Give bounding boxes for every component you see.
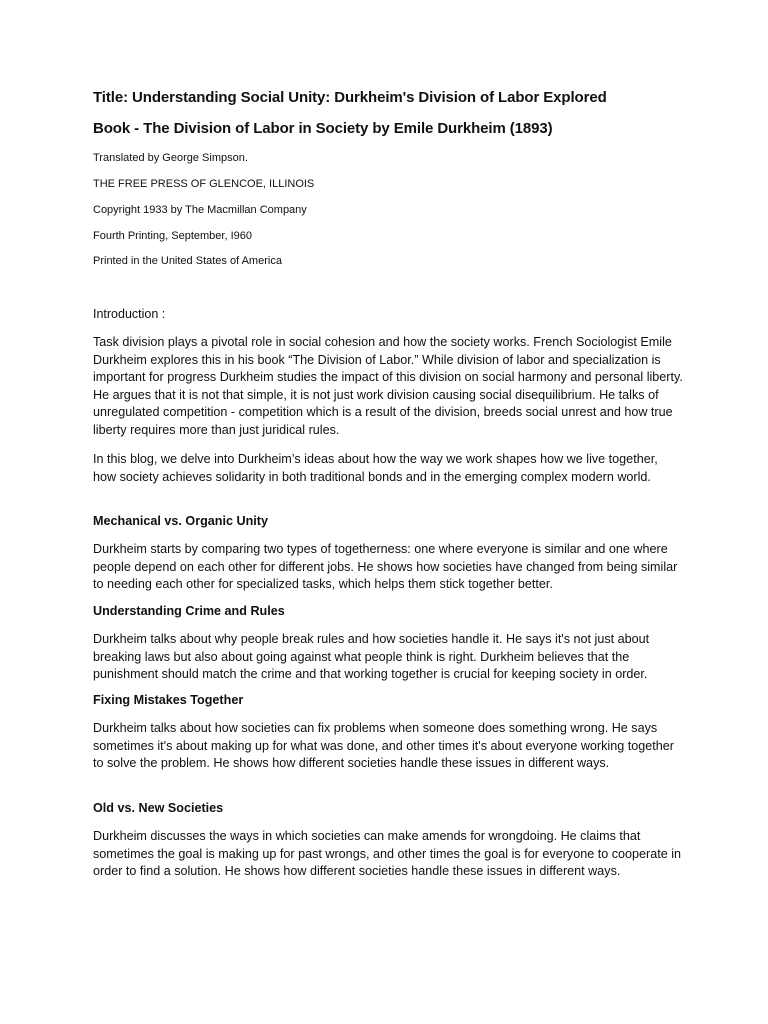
translator-line: Translated by George Simpson.: [93, 152, 248, 164]
printed-in-line: Printed in the United States of America: [93, 255, 282, 267]
section-heading: Fixing Mistakes Together: [93, 693, 244, 707]
section-crime-rules: [93, 603, 683, 621]
section-crime-rules-body: [93, 631, 683, 684]
section-text: Durkheim talks about why people break rules and how societies handle it. He says it's not just about breaking laws but also about going against what people think is right. Durkheim believes that the punishment should match the crime and that working together is crucial for keeping society in order.: [93, 632, 650, 682]
section-old-new: [93, 800, 683, 818]
intro-paragraph-text: Task division plays a pivotal role in social cohesion and how the society works. French Sociologist Emile Durkheim explores this in his book “The Division of Labor.” While division of labor and specialization is important for progress Durkheim studies the impact of this division on social harmony and personal liberty. He argues that it is not that simple, it is not just work division causing social disequilibrium. He talks of unregulated competition - competition which is a result of the division, breeds social unrest and how true liberty requires more than just juridical rules.: [93, 335, 683, 437]
introduction-label: Introduction :: [93, 307, 166, 321]
section-old-new-body: [93, 828, 683, 881]
printing-line: Fourth Printing, September, I960: [93, 230, 252, 242]
section-text: Durkheim starts by comparing two types of togetherness: one where everyone is similar and one where people depend on each other for different jobs. He shows how societies have changed from being similar to needing each other for specialized tasks, which helps them stick together better.: [93, 542, 678, 592]
section-heading: Old vs. New Societies: [93, 801, 224, 815]
section-heading: Understanding Crime and Rules: [93, 604, 285, 618]
book-title: Book - The Division of Labor in Society by Emile Durkheim (1893): [93, 120, 553, 137]
section-text: Durkheim talks about how societies can fix problems when someone does something wrong. He says sometimes it's about making up for what was done, and other times it's about everyone working together to solve the problem. He shows how different societies handle these issues in different ways.: [93, 721, 674, 771]
section-fixing-mistakes-body: [93, 720, 683, 773]
section-heading: Mechanical vs. Organic Unity: [93, 514, 268, 528]
section-text: Durkheim discusses the ways in which societies can make amends for wrongdoing. He claims that sometimes the goal is making up for past wrongs, and other times the goal is for everyone to cooperate in order to find a solution. He shows how different societies handle these issues in different ways.: [93, 829, 682, 879]
section-mechanical-organic: [93, 513, 683, 531]
section-mechanical-organic-body: [93, 541, 683, 594]
document-title: Title: Understanding Social Unity: Durkheim's Division of Labor Explored: [93, 89, 607, 106]
intro-paragraph-text: In this blog, we delve into Durkheim’s ideas about how the way we work shapes how we live together, how society achieves solidarity in both traditional bonds and in the emerging complex modern world.: [93, 452, 658, 484]
intro-paragraph-1: [93, 334, 683, 440]
copyright-line: Copyright 1933 by The Macmillan Company: [93, 204, 307, 216]
publisher-line: THE FREE PRESS OF GLENCOE, ILLINOIS: [93, 178, 315, 190]
intro-paragraph-2: [93, 451, 683, 486]
section-fixing-mistakes: [93, 692, 683, 710]
